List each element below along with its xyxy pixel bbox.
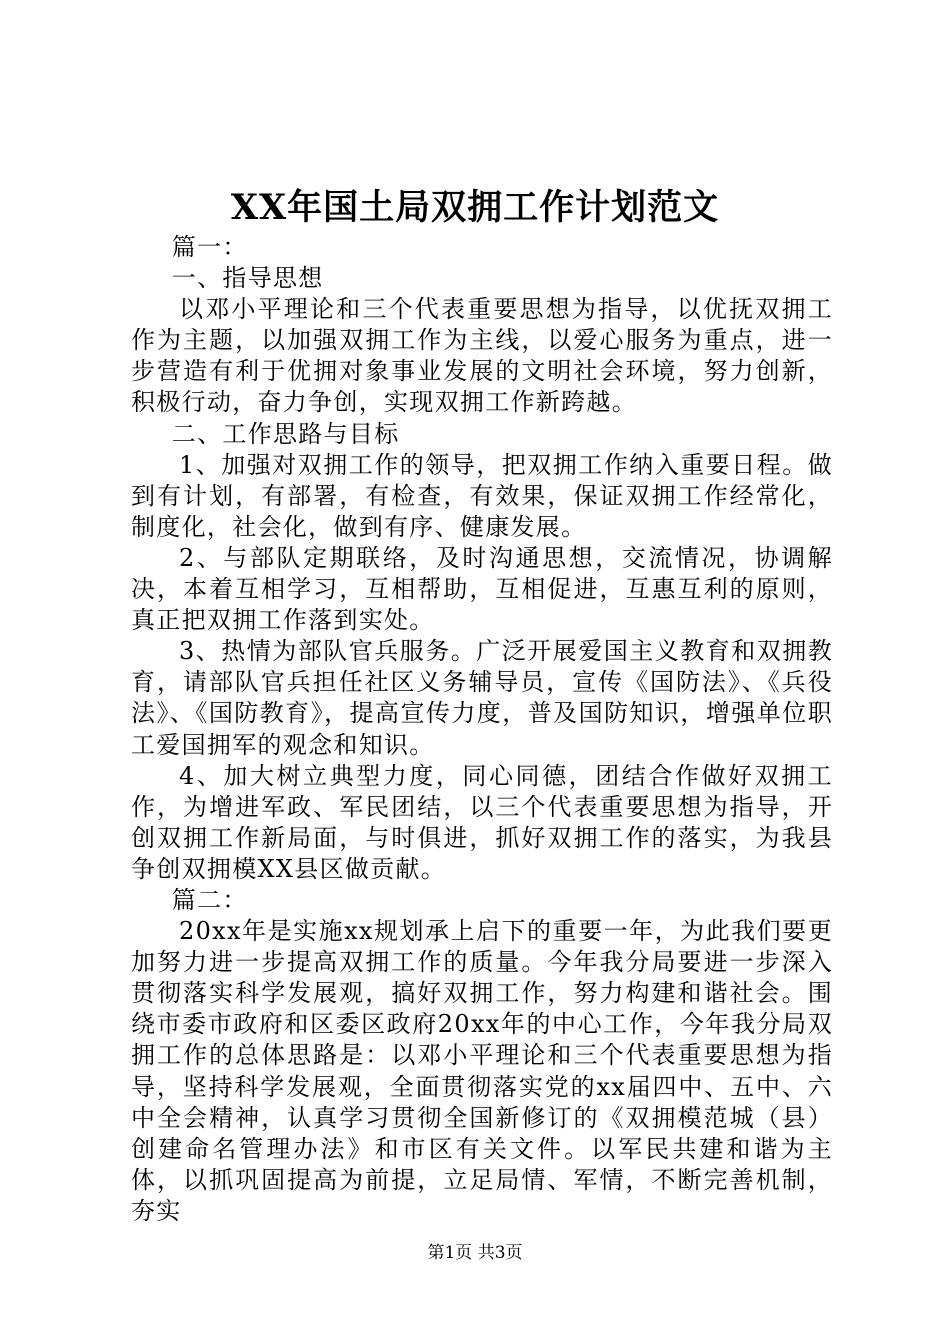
document-body [131,232,833,1227]
section-heading-guiding-ideology: 一、指导思想 [171,264,324,293]
document-title: XX年国土局双拥工作计划范文 [230,187,720,228]
paragraph-guiding-ideology: 以邓小平理论和三个代表重要思想为指导，以优抚双拥工作为主题，以加强双拥工作为主线，以爱心服务为重点，进一步营造有利于优拥对象事业发展的文明社会环境，努力创新，积极行动，奋力争创，实现双拥工作新跨越。 [131,295,833,417]
section-heading-part-two: 篇二： [171,885,248,914]
paragraph-item-2: 2、与部队定期联络，及时沟通思想，交流情况，协调解决，本着互相学习，互相帮助，互相促进，互惠互利的原则，真正把双拥工作落到实处。 [131,543,833,635]
page-number-footer: 第1页 共3页 [427,1243,523,1263]
paragraph-item-1: 1、加强对双拥工作的领导，把双拥工作纳入重要日程。做到有计划，有部署，有检查，有效果，保证双拥工作经常化，制度化，社会化，做到有序、健康发展。 [131,450,833,541]
paragraph-item-3: 3、热情为部队官兵服务。广泛开展爱国主义教育和双拥教育，请部队官兵担任社区义务辅导员，宣传《国防法》、《兵役法》、《国防教育》，提高宣传力度，普及国防知识，增强单位职工爱国拥军的观念和知识。 [131,637,833,759]
section-heading-work-ideas: 二、工作思路与目标 [171,419,400,448]
section-heading-part-one: 篇一： [171,233,248,261]
paragraph-item-4: 4、加大树立典型力度，同心同德，团结合作做好双拥工作，为增进军政、军民团结，以三个代表重要思想为指导，开创双拥工作新局面，与时俱进，抓好双拥工作的落实，为我县争创双拥模XX县区做贡献。 [131,761,833,883]
paragraph-part-two: 20xx年是实施xx规划承上启下的重要一年，为此我们要更加努力进一步提高双拥工作的质量。今年我分局要进一步深入贯彻落实科学发展观，搞好双拥工作，努力构建和谐社会。围绕市委市政府和区委区政府20xx年的中心工作，今年我分局双拥工作的总体思路是：以邓小平理论和三个代表重要思想为指导，坚持科学发展观，全面贯彻落实党的xx届四中、五中、六中全会精神，认真学习贯彻全国新修订的《双拥模范城（县）创建命名管理办法》和市区有关文件。以军民共建和谐为主体，以抓巩固提高为前提，立足局情、军情，不断完善机制，夯实 [131,917,833,1225]
